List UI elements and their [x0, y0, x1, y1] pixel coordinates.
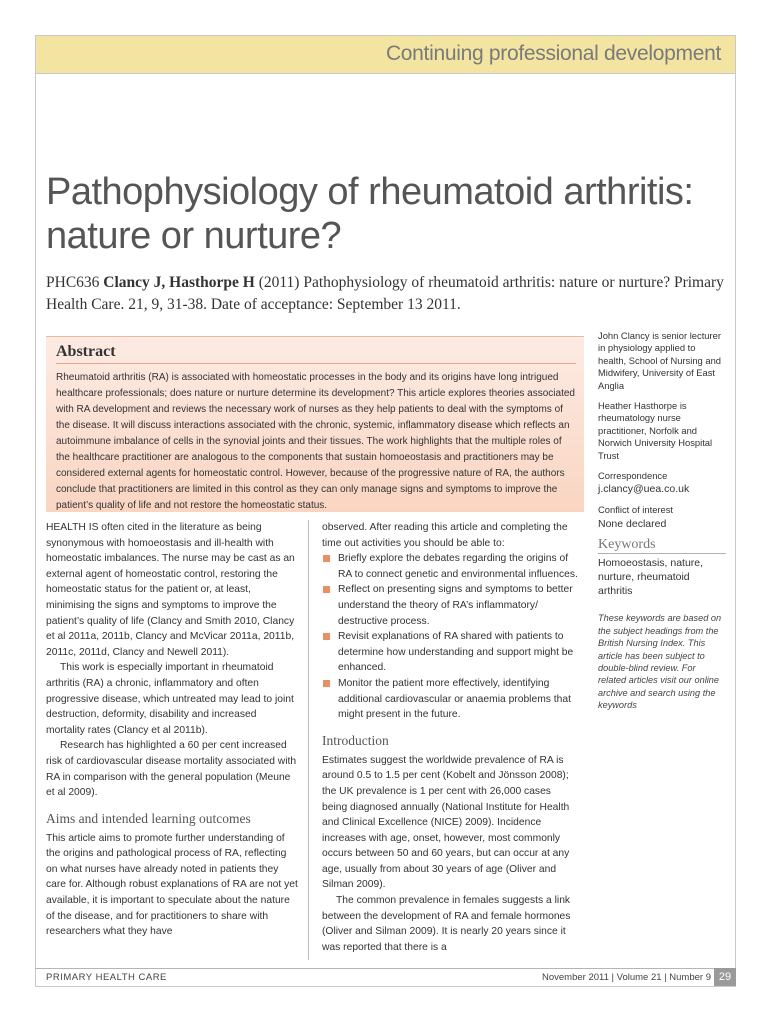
conflict-value: None declared [598, 517, 667, 530]
outcome-item [322, 551, 578, 582]
citation-authors: Clancy J, Hasthorpe H [103, 274, 255, 291]
correspondence-label: Correspondence [598, 470, 668, 482]
section-header-bar [35, 35, 736, 74]
footer-journal-name: PRIMARY HEALTH CARE [46, 972, 167, 983]
learning-outcomes-list [322, 551, 578, 723]
page-number: 29 [714, 968, 736, 986]
section-label: Continuing professional development [385, 42, 721, 65]
bullet-square-icon [323, 586, 330, 593]
introduction-heading: Introduction [322, 732, 389, 748]
outcome-text: Briefly explore the debates regarding the origins of RA to connect genetic and environmental influences. [338, 553, 578, 580]
keywords-list: Homoeostasis, nature, nurture, rheumatoid arthritis [598, 557, 704, 598]
column-divider [308, 520, 309, 960]
abstract-heading: Abstract [56, 343, 576, 364]
outcome-item [322, 582, 578, 629]
body-column-right [322, 520, 578, 955]
author-bio: John Clancy is senior lecturer in physiology applied to health, School of Nursing and Midwifery, University of East Anglia [598, 330, 721, 391]
body-paragraph: This work is especially important in rheumatoid arthritis (RA) a chronic, inflammatory and often progressive disease, which untreated may lead to joint destruction, deformity, disability and increased mortality rates (Clancy et al 2011b). [46, 662, 294, 736]
body-paragraph: This article aims to promote further understanding of the origins and pathological process of RA, reflecting on what nurses have already noted in patients they care for. Although robust explanations of RA are not yet available, it is important to speculate about the nature of the disease, and for practitioners to share with researchers what they have [46, 832, 298, 938]
citation-code: PHC636 [46, 274, 100, 291]
bullet-square-icon [323, 680, 330, 687]
keywords-heading: Keywords [598, 539, 726, 554]
body-column-left [46, 520, 298, 940]
body-paragraph: Research has highlighted a 60 per cent increased risk of cardiovascular disease mortality associated with RA in comparison with the general population (Meune et al 2009). [46, 740, 297, 799]
body-paragraph: The common prevalence in females suggests a link between the development of RA and female hormones (Oliver and Silman 2009). It is nearly 20 years since it was reported that there is a [322, 895, 571, 953]
body-paragraph: HEALTH IS often cited in the literature as being synonymous with homoeostasis and ill-health with homeostatic imbalances. The nurse may be cast as an external agent of homeostatic control, restoring the homeostatic status for the patient or, at least, minimising the signs and symptoms to improve the patient’s quality of life (Clancy and Smith 2010, Clancy et al 2011a, 2011b, Clancy and McVicar 2011a, 2011b, 2011c, 2011d, Clancy and Newell 2011). [46, 522, 295, 658]
body-paragraph: observed. After reading this article and completing the time out activities you should be able to: [322, 522, 568, 549]
aims-heading: Aims and intended learning outcomes [46, 810, 251, 826]
abstract-text: Rheumatoid arthritis (RA) is associated with homeostatic processes in the body and its origins have long intrigued healthcare professionals; does nature or nurture determine its development? This article explores theories associated with RA development and reviews the necessary work of nurses as they help patients to deal with the symptoms of the disease. It will discuss interactions associated with the chronic, systemic, inflammatory disease which reflects an autoimmune imbalance of cells in the synovial joints and their tissues. The work highlights that the multiple roles of the healthcare practitioner are analogous to the components that sustain homoeostasis and practitioners may be considered external agents for homeostatic control. However, because of the progressive nature of RA, the authors conclude that practitioners are limited in this control as they can only manage signs and symptoms to improve the patient’s quality of life and not restore the homeostatic status. [56, 372, 575, 511]
abstract-box [46, 336, 584, 512]
body-paragraph: Estimates suggest the worldwide prevalence of RA is around 0.5 to 1.5 per cent (Kobelt and Jönsson 2008); the UK prevalence is 1 per cent with 26,000 cases being diagnosed annually (National Institute for Health and Clinical Excellence (NICE) 2009). Incidence increases with age, onset, however, most commonly occurs between 50 and 60 years, but can occur at any age, usually from about 30 years of age (Oliver and Silman 2009). [322, 754, 570, 891]
article-title: Pathophysiology of rheumatoid arthritis: nature or nurture? [46, 171, 694, 257]
bullet-square-icon [323, 555, 330, 562]
outcome-item [322, 629, 578, 676]
conflict-label: Conflict of interest [598, 504, 674, 516]
outcome-text: Monitor the patient more effectively, identifying additional cardiovascular or anaemia problems that might present in the future. [338, 677, 571, 721]
keywords-note: These keywords are based on the subject headings from the British Nursing Index. This article has been subject to double-blind review. For related articles visit our online archive and search using the keywords [598, 613, 722, 711]
correspondence [598, 470, 726, 496]
citation-details: Pathophysiology of rheumatoid arthritis: nature or nurture? Primary Health Care. 21, 9, 31-38. Date of acceptance: September 13 2011. [46, 274, 724, 313]
author-bio: Heather Hasthorpe is rheumatology nurse practitioner, Norfolk and Norwich University Hospital Trust [598, 400, 713, 461]
outcome-text: Reflect on presenting signs and symptoms to better understand the theory of RA’s inflammatory/ destructive process. [338, 584, 573, 627]
bullet-square-icon [323, 633, 330, 640]
outcome-item [322, 676, 578, 723]
author-sidebar [598, 330, 726, 720]
article-citation [46, 272, 726, 316]
footer-issue-info: November 2011 | Volume 21 | Number 9 [542, 972, 711, 983]
correspondence-email: j.clancy@uea.co.uk [598, 483, 690, 496]
outcome-text: Revisit explanations of RA shared with patients to determine how understanding and support might be enhanced. [338, 631, 574, 674]
conflict-of-interest [598, 504, 726, 530]
citation-year: (2011) [258, 274, 300, 291]
footer-divider [35, 968, 736, 969]
